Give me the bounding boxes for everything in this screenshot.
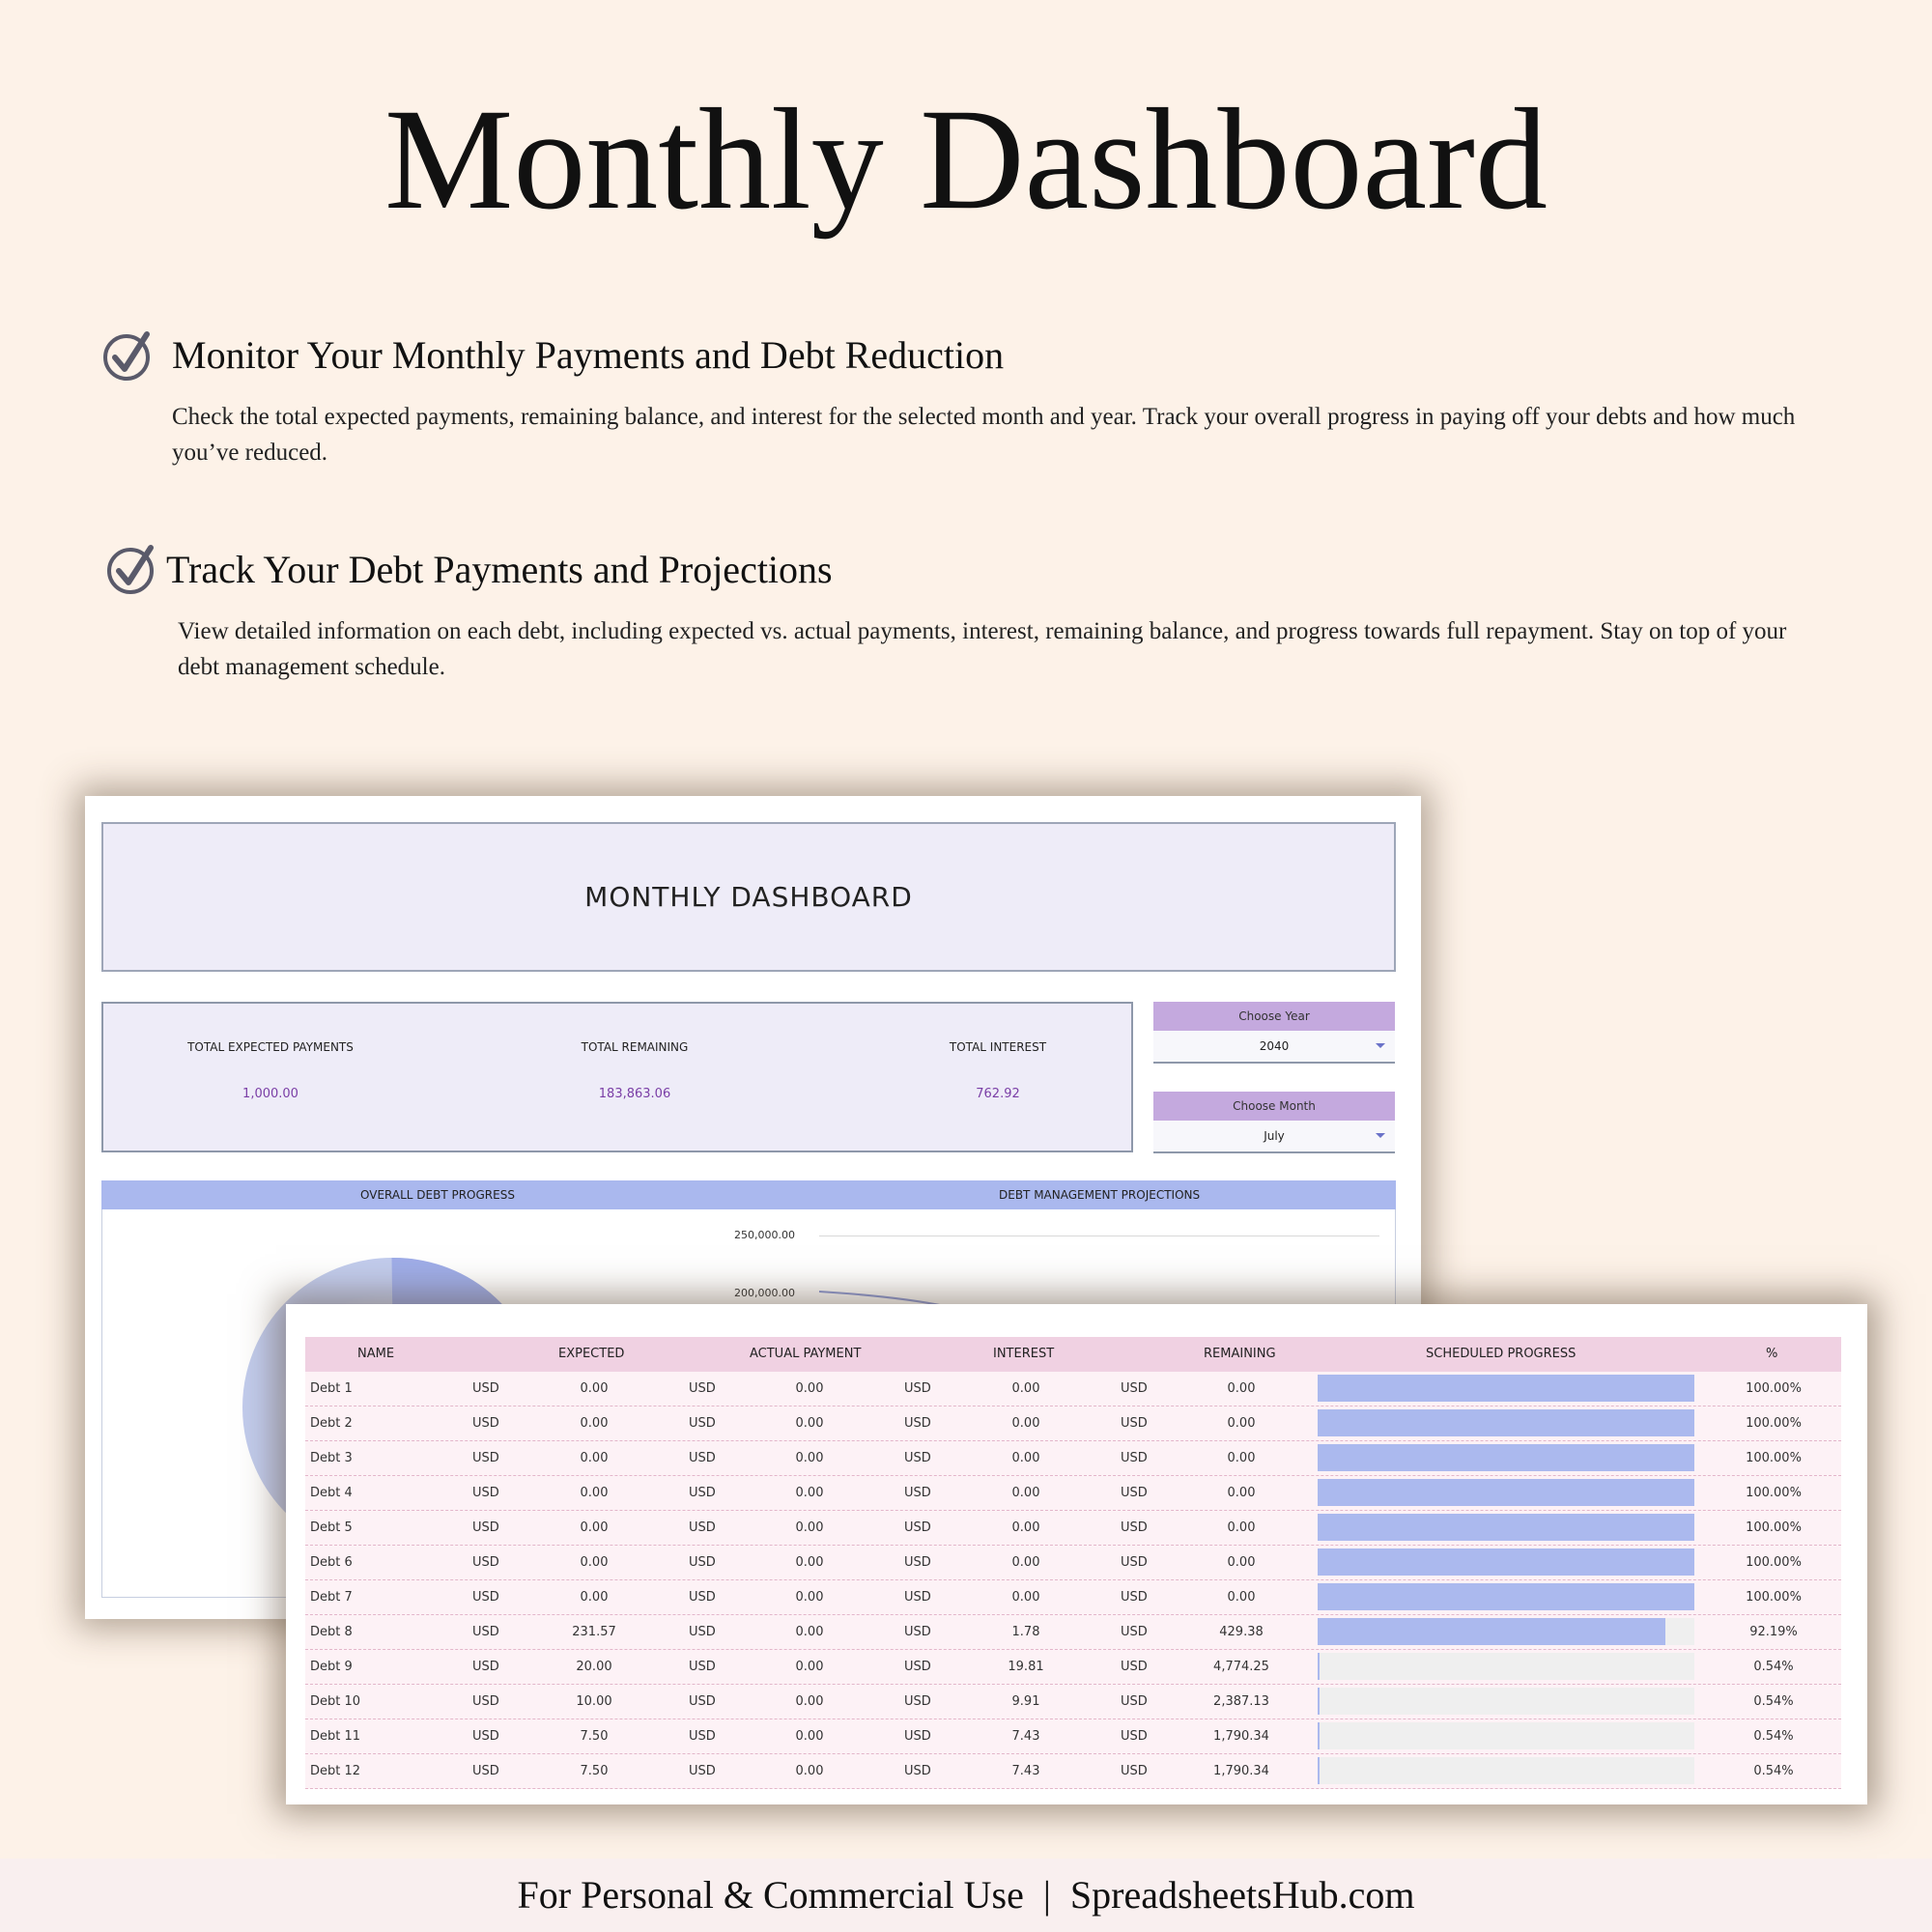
cell-percent: 0.54% — [1753, 1729, 1794, 1744]
total-label: TOTAL EXPECTED PAYMENTS — [187, 1040, 354, 1054]
cell-name: Debt 5 — [310, 1520, 353, 1535]
total-value: 762.92 — [976, 1087, 1020, 1101]
progress-fill — [1318, 1757, 1320, 1784]
year-dropdown[interactable] — [1153, 1031, 1395, 1064]
currency-label: USD — [472, 1416, 499, 1431]
progress-bar — [1318, 1653, 1694, 1680]
table-header — [305, 1337, 1841, 1372]
cell-percent: 100.00% — [1746, 1451, 1802, 1465]
currency-label: USD — [904, 1625, 931, 1639]
progress-fill — [1318, 1444, 1694, 1471]
cell-expected: 0.00 — [580, 1520, 609, 1535]
progress-bar — [1318, 1375, 1694, 1402]
cell-remaining: 0.00 — [1227, 1520, 1256, 1535]
currency-label: USD — [472, 1451, 499, 1465]
cell-expected: 0.00 — [580, 1590, 609, 1605]
totals-panel — [101, 1002, 1133, 1152]
cell-actual: 0.00 — [795, 1694, 824, 1709]
caret-down-icon — [1376, 1043, 1385, 1048]
total-label: TOTAL INTEREST — [949, 1040, 1047, 1054]
currency-label: USD — [689, 1381, 716, 1396]
cell-remaining: 1,790.34 — [1213, 1729, 1269, 1744]
year-selector — [1153, 1002, 1395, 1064]
cell-interest: 1.78 — [1011, 1625, 1040, 1639]
cell-actual: 0.00 — [795, 1660, 824, 1674]
cell-percent: 100.00% — [1746, 1555, 1802, 1570]
header-remaining: REMAINING — [1204, 1347, 1276, 1361]
cell-actual: 0.00 — [795, 1590, 824, 1605]
cell-remaining: 0.00 — [1227, 1416, 1256, 1431]
cell-name: Debt 7 — [310, 1590, 353, 1605]
cell-actual: 0.00 — [795, 1520, 824, 1535]
currency-label: USD — [472, 1764, 499, 1778]
cell-remaining: 0.00 — [1227, 1555, 1256, 1570]
currency-label: USD — [1121, 1590, 1148, 1605]
cell-expected: 7.50 — [580, 1729, 609, 1744]
cell-percent: 100.00% — [1746, 1416, 1802, 1431]
currency-label: USD — [689, 1694, 716, 1709]
overall-progress-heading: OVERALL DEBT PROGRESS — [360, 1188, 515, 1202]
progress-fill — [1318, 1514, 1694, 1541]
axis-tick-label: 250,000.00 — [734, 1229, 795, 1241]
cell-interest: 19.81 — [1008, 1660, 1044, 1674]
feature-description: Check the total expected payments, remaining balance, and interest for the selected month and year. Track your overall progress in paying off your debts and how much you’ve reduced. — [172, 404, 1796, 466]
total-expected — [126, 1040, 415, 1101]
cell-interest: 0.00 — [1011, 1416, 1040, 1431]
currency-label: USD — [1121, 1520, 1148, 1535]
cell-percent: 100.00% — [1746, 1381, 1802, 1396]
header-name: NAME — [357, 1347, 395, 1361]
currency-label: USD — [1121, 1694, 1148, 1709]
currency-label: USD — [904, 1486, 931, 1500]
cell-name: Debt 6 — [310, 1555, 353, 1570]
currency-label: USD — [689, 1590, 716, 1605]
progress-bar — [1318, 1757, 1694, 1784]
cell-percent: 100.00% — [1746, 1520, 1802, 1535]
month-value: July — [1264, 1129, 1285, 1143]
cell-interest: 0.00 — [1011, 1381, 1040, 1396]
section-header-bar — [101, 1180, 1396, 1209]
currency-label: USD — [1121, 1555, 1148, 1570]
cell-actual: 0.00 — [795, 1416, 824, 1431]
currency-label: USD — [904, 1381, 931, 1396]
checkmark-circle-icon — [100, 328, 155, 383]
feature-title: Track Your Debt Payments and Projections — [166, 548, 833, 591]
cell-name: Debt 2 — [310, 1416, 353, 1431]
table-row — [305, 1719, 1841, 1754]
cell-actual: 0.00 — [795, 1625, 824, 1639]
total-label: TOTAL REMAINING — [581, 1040, 689, 1054]
currency-label: USD — [472, 1660, 499, 1674]
cell-expected: 0.00 — [580, 1486, 609, 1500]
cell-name: Debt 11 — [310, 1729, 361, 1744]
currency-label: USD — [1121, 1625, 1148, 1639]
currency-label: USD — [904, 1694, 931, 1709]
progress-bar — [1318, 1548, 1694, 1576]
cell-remaining: 0.00 — [1227, 1590, 1256, 1605]
currency-label: USD — [904, 1590, 931, 1605]
cell-expected: 10.00 — [576, 1694, 612, 1709]
currency-label: USD — [1121, 1381, 1148, 1396]
cell-percent: 92.19% — [1749, 1625, 1798, 1639]
progress-bar — [1318, 1722, 1694, 1749]
currency-label: USD — [689, 1486, 716, 1500]
progress-fill — [1318, 1688, 1320, 1715]
debt-table — [305, 1337, 1841, 1789]
cell-interest: 7.43 — [1011, 1729, 1040, 1744]
progress-fill — [1318, 1583, 1694, 1610]
cell-expected: 231.57 — [572, 1625, 616, 1639]
cell-actual: 0.00 — [795, 1764, 824, 1778]
header-expected: EXPECTED — [558, 1347, 625, 1361]
year-selector-label: Choose Year — [1153, 1002, 1395, 1031]
table-row — [305, 1546, 1841, 1580]
cell-name: Debt 10 — [310, 1694, 361, 1709]
feature-description: View detailed information on each debt, including expected vs. actual payments, interest, remaining balance, and progress towards full repayment. Stay on top of your debt management schedule. — [178, 618, 1787, 680]
table-row — [305, 1406, 1841, 1441]
currency-label: USD — [904, 1451, 931, 1465]
page-title: Monthly Dashboard — [384, 79, 1548, 240]
progress-bar — [1318, 1688, 1694, 1715]
currency-label: USD — [689, 1555, 716, 1570]
currency-label: USD — [1121, 1729, 1148, 1744]
table-row — [305, 1685, 1841, 1719]
cell-interest: 0.00 — [1011, 1486, 1040, 1500]
currency-label: USD — [904, 1416, 931, 1431]
table-row — [305, 1476, 1841, 1511]
progress-bar — [1318, 1479, 1694, 1506]
cell-actual: 0.00 — [795, 1381, 824, 1396]
header-progress: SCHEDULED PROGRESS — [1426, 1347, 1577, 1361]
cell-percent: 0.54% — [1753, 1660, 1794, 1674]
currency-label: USD — [689, 1625, 716, 1639]
cell-expected: 0.00 — [580, 1555, 609, 1570]
progress-bar — [1318, 1583, 1694, 1610]
cell-percent: 100.00% — [1746, 1486, 1802, 1500]
header-interest: INTEREST — [993, 1347, 1055, 1361]
total-interest — [853, 1040, 1143, 1101]
checkmark-circle-icon — [104, 542, 158, 596]
currency-label: USD — [472, 1694, 499, 1709]
month-selector — [1153, 1092, 1395, 1153]
currency-label: USD — [472, 1520, 499, 1535]
currency-label: USD — [904, 1555, 931, 1570]
progress-fill — [1318, 1548, 1694, 1576]
feature-title: Monitor Your Monthly Payments and Debt Reduction — [172, 333, 1005, 377]
total-remaining — [490, 1040, 780, 1101]
currency-label: USD — [472, 1729, 499, 1744]
table-row — [305, 1650, 1841, 1685]
currency-label: USD — [689, 1416, 716, 1431]
cell-interest: 0.00 — [1011, 1451, 1040, 1465]
table-row — [305, 1754, 1841, 1789]
cell-actual: 0.00 — [795, 1555, 824, 1570]
table-row — [305, 1511, 1841, 1546]
cell-expected: 0.00 — [580, 1416, 609, 1431]
currency-label: USD — [472, 1625, 499, 1639]
cell-percent: 100.00% — [1746, 1590, 1802, 1605]
currency-label: USD — [689, 1764, 716, 1778]
progress-bar — [1318, 1618, 1694, 1645]
currency-label: USD — [472, 1555, 499, 1570]
cell-remaining: 1,790.34 — [1213, 1764, 1269, 1778]
currency-label: USD — [904, 1764, 931, 1778]
dashboard-header: MONTHLY DASHBOARD — [101, 822, 1396, 972]
footer: For Personal & Commercial Use | SpreadsheetsHub.com — [0, 1859, 1932, 1932]
cell-remaining: 4,774.25 — [1213, 1660, 1269, 1674]
cell-interest: 0.00 — [1011, 1520, 1040, 1535]
table-row — [305, 1441, 1841, 1476]
currency-label: USD — [689, 1520, 716, 1535]
progress-bar — [1318, 1409, 1694, 1436]
currency-label: USD — [904, 1520, 931, 1535]
cell-remaining: 429.38 — [1219, 1625, 1264, 1639]
debt-table-screenshot — [286, 1304, 1867, 1804]
cell-expected: 0.00 — [580, 1381, 609, 1396]
cell-remaining: 2,387.13 — [1213, 1694, 1269, 1709]
currency-label: USD — [904, 1660, 931, 1674]
progress-fill — [1318, 1653, 1320, 1680]
cell-name: Debt 9 — [310, 1660, 353, 1674]
cell-remaining: 0.00 — [1227, 1486, 1256, 1500]
cell-interest: 7.43 — [1011, 1764, 1040, 1778]
cell-interest: 9.91 — [1011, 1694, 1040, 1709]
cell-name: Debt 8 — [310, 1625, 353, 1639]
cell-interest: 0.00 — [1011, 1555, 1040, 1570]
progress-fill — [1318, 1479, 1694, 1506]
cell-name: Debt 12 — [310, 1764, 361, 1778]
table-row — [305, 1615, 1841, 1650]
cell-percent: 0.54% — [1753, 1764, 1794, 1778]
currency-label: USD — [1121, 1416, 1148, 1431]
total-value: 1,000.00 — [242, 1087, 298, 1101]
currency-label: USD — [904, 1729, 931, 1744]
projections-heading: DEBT MANAGEMENT PROJECTIONS — [999, 1188, 1201, 1202]
currency-label: USD — [689, 1660, 716, 1674]
currency-label: USD — [689, 1729, 716, 1744]
progress-fill — [1318, 1375, 1694, 1402]
cell-remaining: 0.00 — [1227, 1381, 1256, 1396]
cell-expected: 7.50 — [580, 1764, 609, 1778]
cell-actual: 0.00 — [795, 1729, 824, 1744]
currency-label: USD — [1121, 1764, 1148, 1778]
progress-fill — [1318, 1618, 1665, 1645]
axis-tick-label: 200,000.00 — [734, 1287, 795, 1299]
currency-label: USD — [472, 1381, 499, 1396]
month-selector-label: Choose Month — [1153, 1092, 1395, 1121]
currency-label: USD — [472, 1486, 499, 1500]
cell-remaining: 0.00 — [1227, 1451, 1256, 1465]
progress-fill — [1318, 1409, 1694, 1436]
table-row — [305, 1580, 1841, 1615]
table-body — [305, 1372, 1841, 1789]
progress-bar — [1318, 1514, 1694, 1541]
cell-expected: 20.00 — [576, 1660, 612, 1674]
progress-bar — [1318, 1444, 1694, 1471]
cell-name: Debt 3 — [310, 1451, 353, 1465]
caret-down-icon — [1376, 1133, 1385, 1138]
currency-label: USD — [689, 1451, 716, 1465]
currency-label: USD — [1121, 1486, 1148, 1500]
cell-actual: 0.00 — [795, 1451, 824, 1465]
currency-label: USD — [472, 1590, 499, 1605]
year-value: 2040 — [1259, 1039, 1290, 1053]
currency-label: USD — [1121, 1451, 1148, 1465]
cell-name: Debt 4 — [310, 1486, 353, 1500]
cell-actual: 0.00 — [795, 1486, 824, 1500]
table-row — [305, 1372, 1841, 1406]
header-actual: ACTUAL PAYMENT — [750, 1347, 862, 1361]
cell-name: Debt 1 — [310, 1381, 353, 1396]
month-dropdown[interactable] — [1153, 1121, 1395, 1153]
progress-fill — [1318, 1722, 1320, 1749]
cell-expected: 0.00 — [580, 1451, 609, 1465]
cell-percent: 0.54% — [1753, 1694, 1794, 1709]
total-value: 183,863.06 — [598, 1087, 671, 1101]
cell-interest: 0.00 — [1011, 1590, 1040, 1605]
currency-label: USD — [1121, 1660, 1148, 1674]
header-percent: % — [1766, 1347, 1778, 1361]
